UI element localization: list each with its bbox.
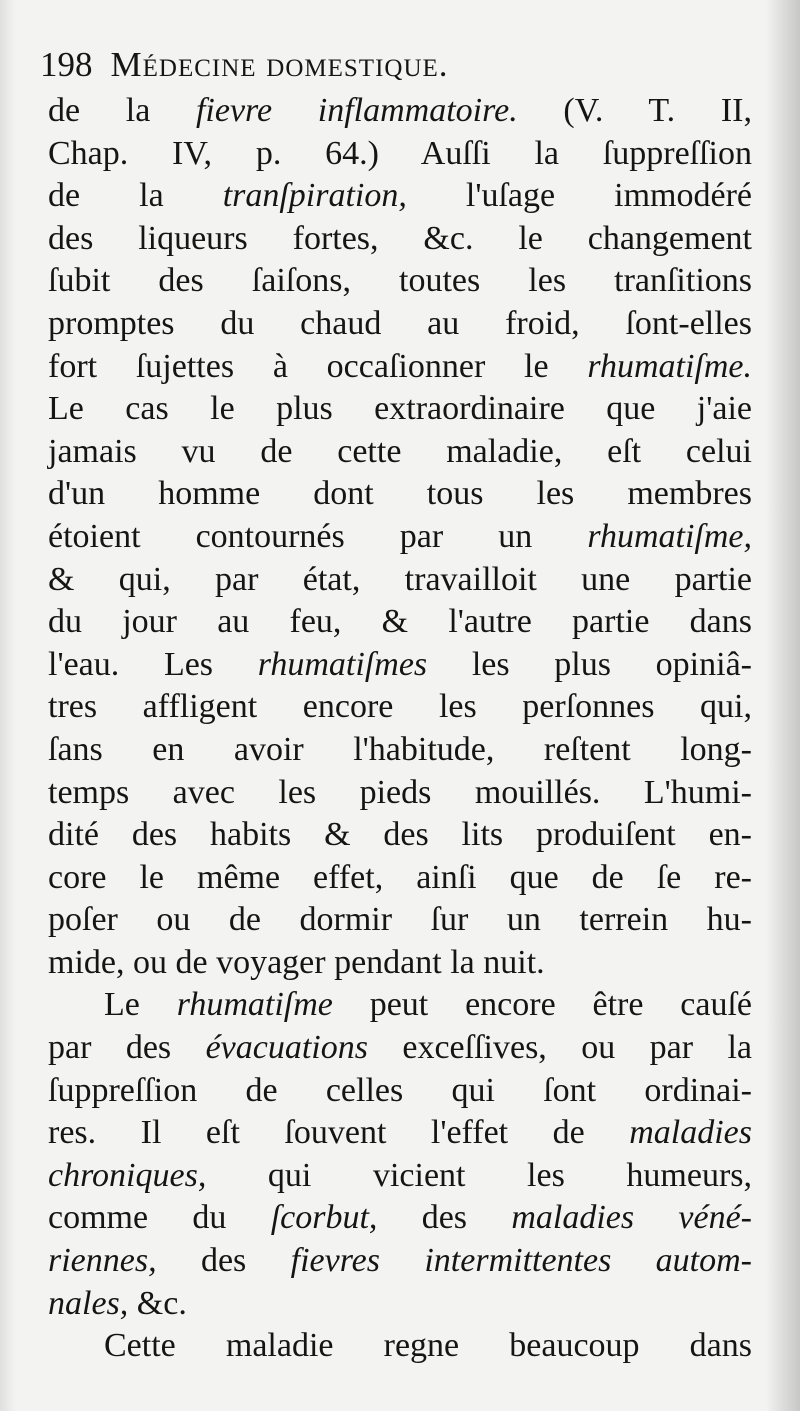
text-line bbox=[48, 729, 752, 772]
text-line bbox=[48, 814, 752, 857]
text-line bbox=[48, 1283, 752, 1326]
italic-text: fievre inflammatoire. bbox=[195, 92, 518, 129]
text-segment: des bbox=[377, 1199, 512, 1237]
text-line bbox=[48, 686, 752, 729]
text-line bbox=[48, 559, 752, 602]
text-line bbox=[48, 473, 752, 516]
text-segment: promptes du chaud au froid, ſont-elles bbox=[48, 304, 752, 342]
text-segment: l'eau. Les bbox=[48, 645, 258, 683]
text-segment: du jour au feu, & l'autre partie dans bbox=[48, 603, 752, 641]
text-line bbox=[48, 772, 752, 815]
text-segment: de la bbox=[48, 92, 196, 129]
text-segment: Cette maladie regne beaucoup dans bbox=[104, 1327, 752, 1365]
text-line bbox=[48, 1155, 752, 1198]
body-text bbox=[48, 90, 752, 1368]
italic-text: rhumatiſmes bbox=[257, 645, 428, 683]
text-segment: mide, ou de voyager pendant la nuit. bbox=[48, 943, 545, 981]
text-segment: exceſſives, ou par la bbox=[367, 1029, 752, 1067]
text-line bbox=[48, 984, 752, 1027]
text-line bbox=[48, 388, 752, 431]
text-segment: core le même effet, ainſi que de ſe re- bbox=[48, 858, 752, 896]
text-line bbox=[48, 260, 752, 303]
italic-text: évacuations bbox=[205, 1029, 368, 1067]
page-shadow-right bbox=[766, 0, 800, 1411]
running-title: Médecine domestique. bbox=[110, 45, 449, 84]
italic-text: riennes, bbox=[48, 1242, 157, 1280]
text-segment: d'un homme dont tous les membres bbox=[48, 475, 752, 513]
italic-text: fievres intermittentes autom- bbox=[290, 1242, 753, 1280]
text-segment: de la bbox=[48, 177, 223, 215]
text-line bbox=[48, 90, 752, 133]
text-line bbox=[48, 1197, 752, 1240]
text-segment: Le cas le plus extraordinaire que j'aie bbox=[48, 390, 752, 428]
text-segment: peut encore être cauſé bbox=[332, 986, 752, 1024]
text-segment: étoient contournés par un bbox=[48, 517, 588, 555]
text-segment: temps avec les pieds mouillés. L'humi- bbox=[48, 773, 752, 811]
text-line bbox=[48, 1027, 752, 1070]
text-segment: ſubit des ſaiſons, toutes les tranſitions bbox=[48, 262, 752, 300]
text-segment: qui vicient les humeurs, bbox=[206, 1156, 752, 1194]
text-line bbox=[48, 857, 752, 900]
text-segment: des bbox=[156, 1242, 291, 1280]
text-line bbox=[48, 899, 752, 942]
text-line bbox=[48, 303, 752, 346]
text-segment: tres affligent encore les perſonnes qui, bbox=[48, 688, 752, 726]
text-segment: ſuppreſſion de celles qui ſont ordinai- bbox=[48, 1071, 752, 1109]
text-segment: Le bbox=[104, 986, 177, 1024]
italic-text: tranſpiration, bbox=[222, 177, 407, 215]
running-head bbox=[40, 40, 760, 90]
text-segment: & qui, par état, travailloit une partie bbox=[48, 560, 752, 598]
text-line bbox=[48, 1070, 752, 1113]
page-number: 198 bbox=[40, 45, 93, 84]
italic-text: nales, bbox=[48, 1284, 129, 1322]
text-line bbox=[48, 942, 752, 985]
text-segment: Chap. IV, p. 64.) Auſſi la ſuppreſſion bbox=[48, 134, 752, 172]
text-segment: poſer ou de dormir ſur un terrein hu- bbox=[48, 901, 752, 939]
text-line bbox=[48, 601, 752, 644]
text-segment: ſans en avoir l'habitude, reſtent long- bbox=[48, 730, 752, 768]
text-segment: l'uſage immodéré bbox=[406, 177, 752, 215]
page-shadow-left bbox=[0, 0, 16, 1411]
italic-text: rhumatiſme. bbox=[587, 347, 752, 385]
text-segment: les plus opiniâ- bbox=[427, 645, 752, 683]
text-segment: comme du bbox=[48, 1199, 271, 1237]
text-line bbox=[48, 133, 752, 176]
italic-text: rhumatiſme bbox=[176, 986, 333, 1024]
text-line bbox=[48, 175, 752, 218]
text-line bbox=[48, 516, 752, 559]
italic-text: rhumatiſme, bbox=[587, 517, 752, 555]
text-segment: des liqueurs fortes, &c. le changement bbox=[48, 219, 752, 257]
text-segment: jamais vu de cette maladie, eſt celui bbox=[48, 432, 752, 470]
italic-text: maladies véné- bbox=[511, 1199, 753, 1237]
italic-text: maladies bbox=[629, 1114, 752, 1152]
text-segment: par des bbox=[48, 1029, 206, 1067]
text-segment: dité des habits & des lits produiſent en- bbox=[48, 816, 752, 854]
text-line bbox=[48, 346, 752, 389]
text-segment: res. Il eſt ſouvent l'effet de bbox=[48, 1114, 630, 1152]
text-line bbox=[48, 644, 752, 687]
italic-text: chroniques, bbox=[48, 1156, 207, 1194]
text-line bbox=[48, 1240, 752, 1283]
text-line bbox=[48, 431, 752, 474]
text-line bbox=[48, 218, 752, 261]
text-line bbox=[48, 1112, 752, 1155]
italic-text: ſcorbut, bbox=[270, 1199, 378, 1237]
text-segment: &c. bbox=[128, 1284, 187, 1322]
text-segment: fort ſujettes à occaſionner le bbox=[48, 347, 588, 385]
text-segment: (V. T. II, bbox=[517, 92, 752, 129]
text-line bbox=[48, 1325, 752, 1368]
